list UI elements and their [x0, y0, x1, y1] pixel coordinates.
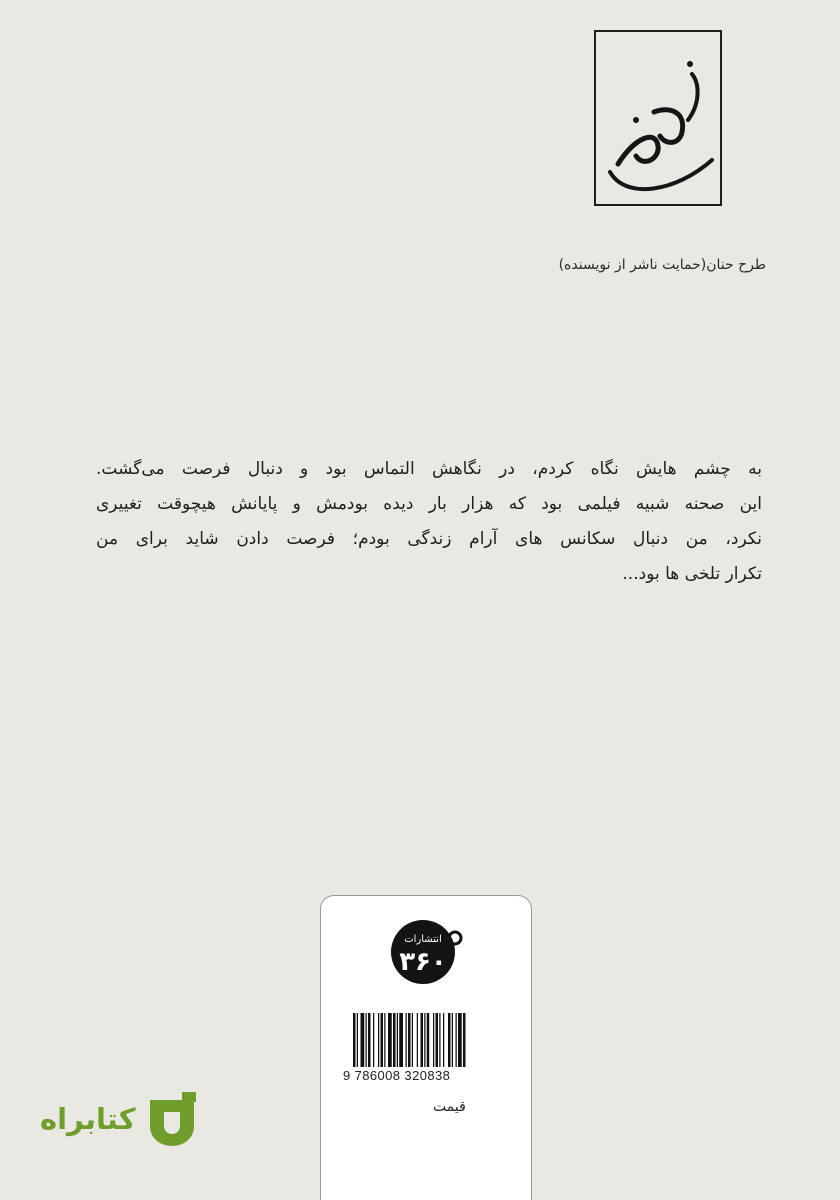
barcode-bar: [393, 1013, 396, 1067]
barcode-bar: [433, 1013, 434, 1067]
barcode-bar: [373, 1013, 374, 1067]
blurb-line: تکرار تلخی ها بود...: [622, 564, 762, 584]
blurb: [96, 452, 762, 592]
barcode-bar: [381, 1013, 384, 1067]
blurb-line: نکرد، من دنبال سکانس های آرام زندگی بودم؛ فرصت دادن شاید برای من: [96, 529, 762, 549]
calligraphy-logo: [596, 32, 720, 204]
barcode-bar: [353, 1013, 356, 1067]
publisher-label: انتشارات: [404, 934, 442, 945]
barcode-bar: [456, 1013, 457, 1067]
barcode: [351, 1013, 503, 1069]
barcode-bar: [439, 1013, 440, 1067]
barcode-bar: [458, 1013, 462, 1067]
publisher-360-logo: [389, 914, 465, 990]
barcode-bar: [408, 1013, 411, 1067]
publisher-logo-frame: [594, 30, 722, 206]
barcode-bar: [424, 1013, 425, 1067]
barcode-bar: [436, 1013, 439, 1067]
barcode-bar: [378, 1013, 379, 1067]
price-sticker: [320, 895, 532, 1200]
barcode-bar: [361, 1013, 365, 1067]
ketabrah-brand: [40, 1090, 202, 1148]
blurb-line: به چشم هایش نگاه کردم، در نگاهش التماس بود و دنبال فرصت می‌گشت.: [96, 459, 762, 479]
barcode-bar: [357, 1013, 358, 1067]
barcode-bar: [368, 1013, 371, 1067]
barcode-bar: [388, 1013, 392, 1067]
barcode-bar: [452, 1013, 453, 1067]
credit-line: طرح حنان(حمایت ناشر از نویسنده): [558, 257, 766, 273]
barcode-bar: [384, 1013, 385, 1067]
barcode-bar: [443, 1013, 444, 1067]
barcode-bar: [406, 1013, 407, 1067]
barcode-bar: [417, 1013, 418, 1067]
blurb-line: این صحنه شبیه فیلمی بود که هزار بار دیده بودمش و پایانش هیچوقت تغییری: [96, 494, 762, 514]
barcode-bar: [397, 1013, 398, 1067]
publisher-number: ۳۶۰: [399, 947, 447, 977]
barcode-bar: [399, 1013, 403, 1067]
barcode-bar: [427, 1013, 430, 1067]
brand-name: کتابراه: [40, 1102, 136, 1136]
barcode-bar: [412, 1013, 413, 1067]
barcode-bar: [448, 1013, 451, 1067]
isbn-number: 9 786008 320838: [343, 1068, 451, 1083]
barcode-bar: [463, 1013, 466, 1067]
barcode-bar: [421, 1013, 424, 1067]
barcode-bar: [366, 1013, 367, 1067]
price-label: قیمت: [433, 1099, 466, 1115]
ketabrah-logo-icon: [142, 1090, 202, 1148]
